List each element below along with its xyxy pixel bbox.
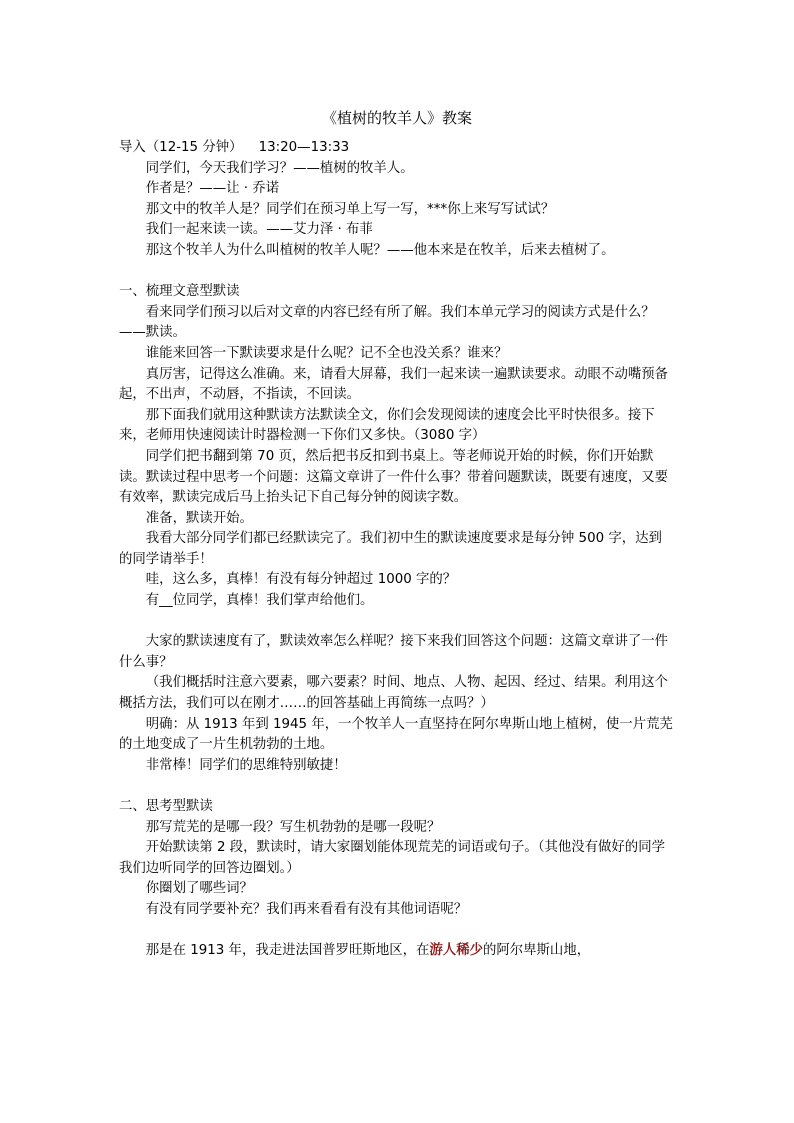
quoted-paragraph: 那是在 1913 年，我走进法国普罗旺斯地区，在游人稀少的阿尔卑斯山地， [145,943,591,959]
intro-line: 我们一起来读一读。——艾力泽 · 布菲 [145,222,373,238]
section1-heading: 一、梳理文意型默读 [119,284,240,300]
intro-line: 同学们，今天我们学习？——植树的牧羊人。 [145,160,414,176]
paragraph: 明确：从 1913 年到 1945 年，一个牧羊人一直坚持在阿尔卑斯山地上植树，使一片荒芜的土地变成了一片生机勃勃的土地。 [119,716,673,753]
paragraph: 我看大部分同学们都已经默读完了。我们初中生的默读速度要求是每分钟 500 字，达到的同学请举手！ [119,531,662,567]
document-title: 《植树的牧羊人》教案 [321,109,472,127]
paragraph: 真厉害，记得这么准确。来，请看大屏幕，我们一起来读一遍默读要求。动眼不动嘴预备起，不出声，不动唇，不指读，不回读。 [119,366,669,403]
paragraph: （我们概括时注意六要素，哪六要素？时间、地点、人物、起因、经过、结果。利用这个概括方法，我们可以在刚才……的回答基础上再简练一点吗？） [119,675,669,712]
paragraph: 谁能来回答一下默读要求是什么呢？记不全也没关系？谁来？ [145,345,508,361]
paragraph: 那写荒芜的是哪一段？写生机勃勃的是哪一段呢？ [145,819,441,835]
paragraph: 同学们把书翻到第 70 页，然后把书反扣到书桌上。等老师说开始的时候，你们开始默读。默读过程中思考一个问题：这篇文章讲了一件什么事？带着问题默读，既要有速度，又要有效率，默读完成后马上抬头记下自己每分钟的阅读字数。 [119,448,669,506]
paragraph: 大家的默读速度有了，默读效率怎么样呢？接下来我们回答这个问题：这篇文章讲了一件什么事？ [119,634,669,670]
intro-line: 作者是？——让 · 乔诺 [145,181,280,197]
document-body [119,138,675,962]
paragraph: 你圈划了哪些词？ [145,881,253,897]
highlighted-phrase: 游人稀少 [429,943,483,959]
paragraph: 非常棒！同学们的思维特别敏捷！ [145,757,347,773]
paragraph: 哇，这么多，真棒！有没有每分钟超过 1000 字的？ [145,572,457,588]
paragraph: 有没有同学要补充？我们再来看看有没有其他词语呢？ [145,901,468,917]
paragraph: 准备，默读开始。 [145,510,253,526]
intro-time: 13:20—13:33 [258,140,350,155]
intro-heading: 导入（12-15 分钟） 13:20—13:33 [119,140,350,155]
section2-heading: 二、思考型默读 [119,799,213,814]
paragraph: 那下面我们就用这种默读方法默读全文，你们会发现阅读的速度会比平时快很多。接下来，老师用快速阅读计时器检测一下你们又多快。（3080 字） [119,407,655,444]
paragraph: 开始默读第 2 段，默读时，请大家圈划能体现荒芜的词语或句子。（其他没有做好的同学我们边听同学的回答边圈划。） [119,840,665,876]
intro-line: 那这个牧羊人为什么叫植树的牧羊人呢？——他本来是在牧羊，后来去植树了。 [145,242,615,258]
intro-line: 那文中的牧羊人是？同学们在预习单上写一写，***你上来写写试试？ [145,201,555,217]
paragraph: 有__位同学，真棒！我们掌声给他们。 [145,593,374,609]
paragraph: 看来同学们预习以后对文章的内容已经有所了解。我们本单元学习的阅读方式是什么？——默读。 [119,304,655,341]
